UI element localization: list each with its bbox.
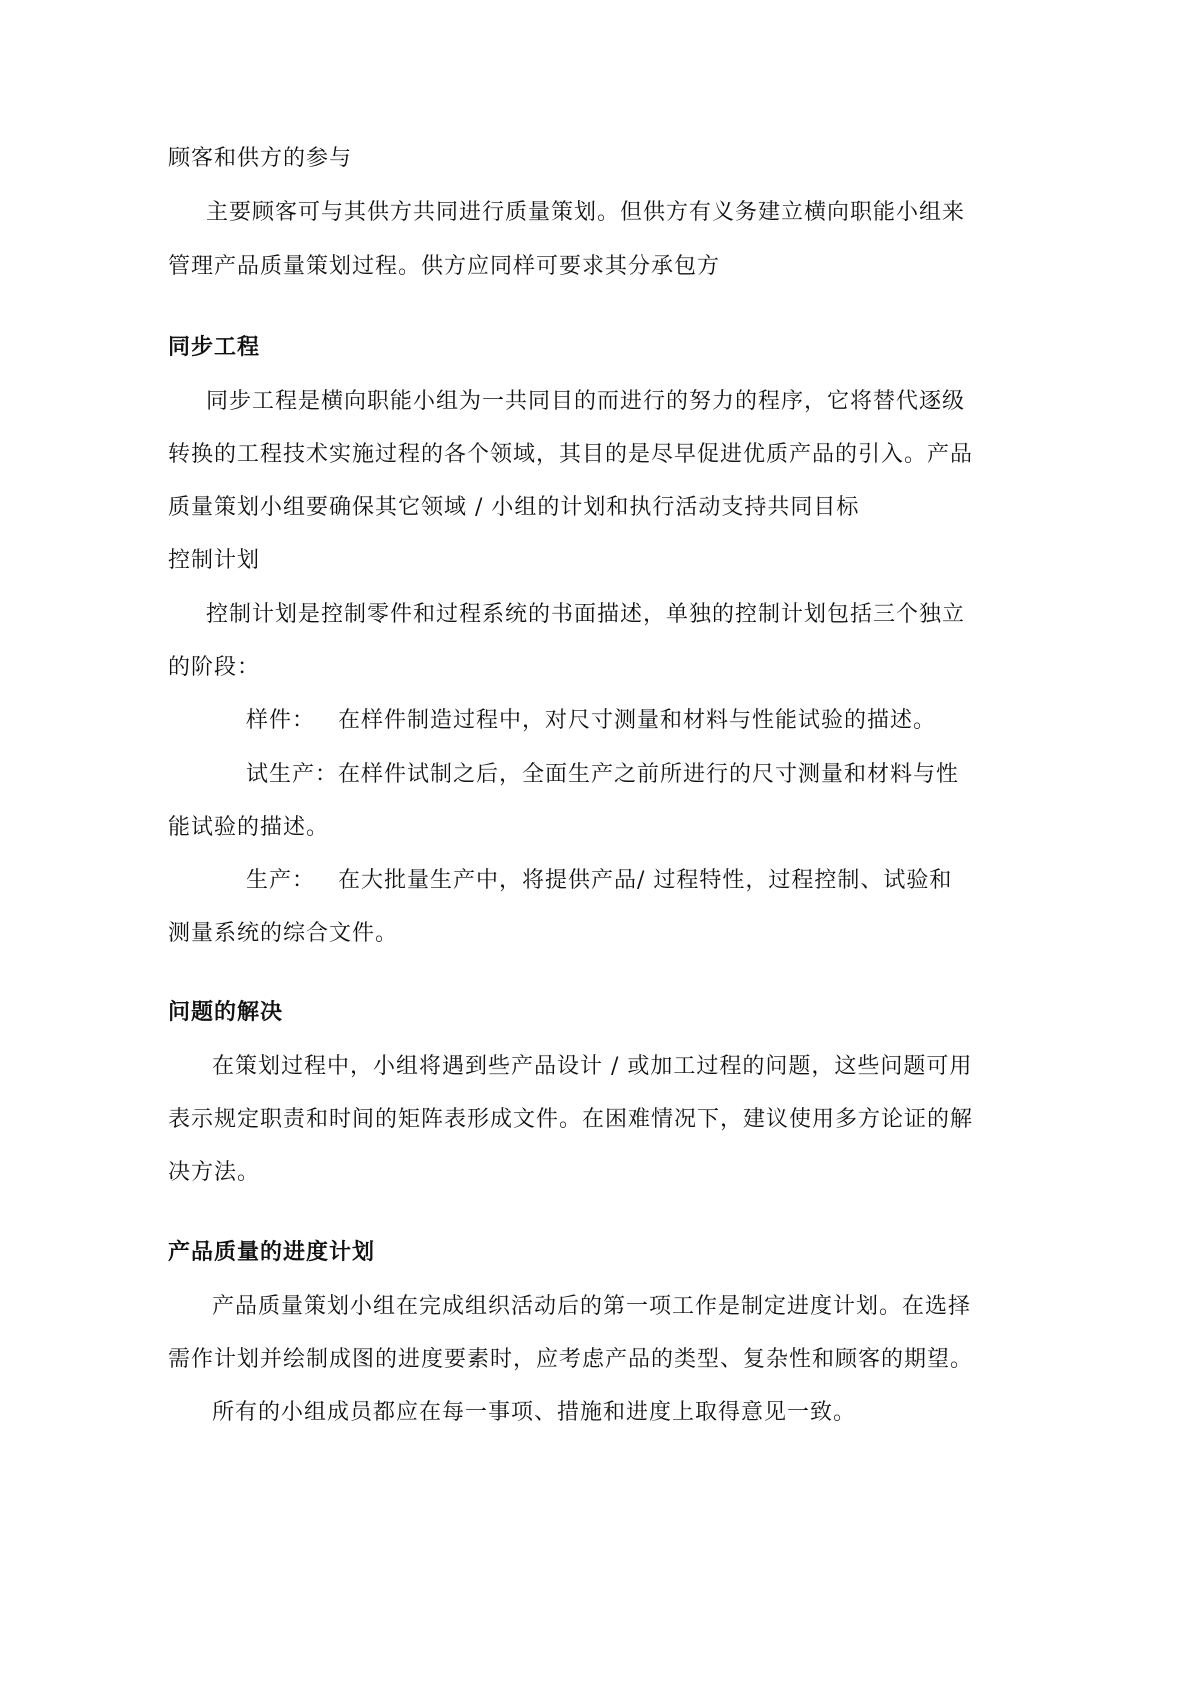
paragraph-line: 表示规定职责和时间的矩阵表形成文件。在困难情况下，建议使用多方论证的解 — [168, 1107, 974, 1132]
section-heading-concurrent-engineering: 同步工程 — [168, 335, 261, 360]
paragraph-line: 所有的小组成员都应在每一事项、措施和进度上取得意见一致。 — [212, 1400, 857, 1425]
paragraph-line: 主要顾客可与其供方共同进行质量策划。但供方有义务建立横向职能小组来 — [206, 200, 966, 225]
phase-prototype-description: 在样件制造过程中，对尺寸测量和材料与性能试验的描述。 — [338, 708, 937, 733]
paragraph-line: 转换的工程技术实施过程的各个领域，其目的是尽早促进优质产品的引入。产品 — [168, 442, 974, 467]
phase-production-description: 在大批量生产中，将提供产品/ 过程特性，过程控制、试验和 — [338, 868, 953, 893]
paragraph-line: 同步工程是横向职能小组为一共同目的而进行的努力的程序，它将替代逐级 — [206, 389, 966, 414]
phase-pre-launch-description: 在样件试制之后，全面生产之前所进行的尺寸测量和材料与性 — [338, 762, 960, 787]
phase-pre-launch-continuation: 能试验的描述。 — [168, 815, 330, 840]
phase-production-continuation: 测量系统的综合文件。 — [168, 921, 399, 946]
paragraph-line: 质量策划小组要确保其它领域 / 小组的计划和执行活动支持共同目标 — [168, 495, 860, 520]
paragraph-line: 在策划过程中，小组将遇到些产品设计 / 或加工过程的问题，这些问题可用 — [212, 1054, 973, 1079]
paragraph-line: 的阶段： — [168, 655, 261, 680]
paragraph-line: 产品质量策划小组在完成组织活动后的第一项工作是制定进度计划。在选择 — [212, 1294, 972, 1319]
phase-prototype-term: 样件： — [246, 708, 316, 733]
section-heading-control-plan: 控制计划 — [168, 548, 261, 573]
section-heading-problem-solving: 问题的解决 — [168, 1000, 284, 1025]
paragraph-line: 管理产品质量策划过程。供方应同样可要求其分承包方 — [168, 254, 721, 279]
phase-production-term: 生产： — [246, 868, 316, 893]
paragraph-line: 需作计划并绘制成图的进度要素时，应考虑产品的类型、复杂性和顾客的期望。 — [168, 1347, 974, 1372]
section-heading-schedule: 产品质量的进度计划 — [168, 1240, 376, 1265]
paragraph-line: 决方法。 — [168, 1160, 261, 1185]
phase-pre-launch-term: 试生产： — [246, 762, 339, 787]
paragraph-line: 控制计划是控制零件和过程系统的书面描述，单独的控制计划包括三个独立 — [206, 602, 966, 627]
section-heading-participation: 顾客和供方的参与 — [168, 146, 353, 171]
